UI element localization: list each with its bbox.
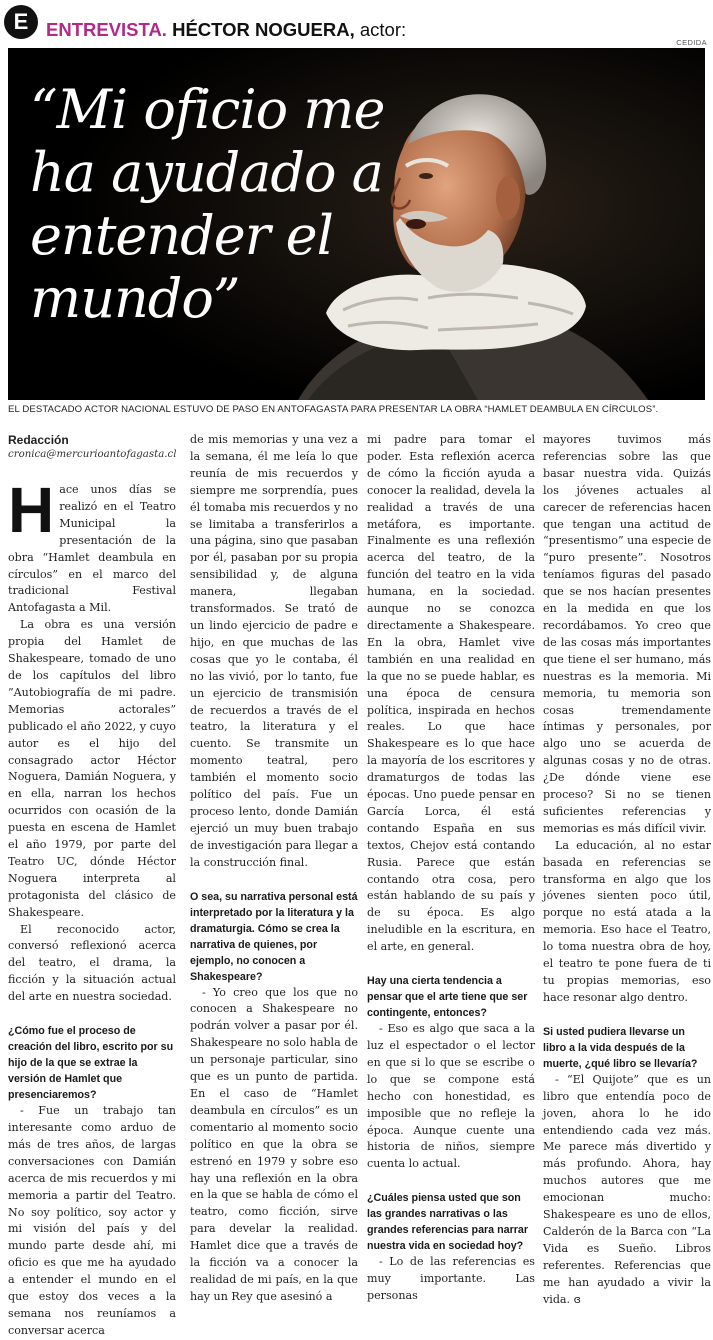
paragraph: El reconocido actor, conversó reflexionó acerca del teatro, el drama, la ficción y la situación actual del arte en nuestra sociedad. [8,922,176,1004]
question-4: ¿Cuáles piensa usted que son las grandes narrativas o las grandes referencias para narrar nuestra vida en sociedad hoy? [367,1192,528,1253]
drop-cap: H [8,474,55,546]
answer-5 [543,1072,711,1309]
section-badge: E [4,5,38,39]
question-3: Hay una cierta tendencia a pensar que el arte tiene que ser contingente, entonces? [367,975,528,1020]
column-3 [367,432,535,1305]
interviewee-role: actor: [354,19,407,40]
answer-4b: La educación, al no estar basada en referencias se transforma en algo que los jóvenes sienten poco útil, porque no está atada a la memoria. Eso hace el Teatro, lo toma nuestra obra de hoy, el teatro te pone fuera de ti tu propias memorias, eso hace resonar algo dentro. [543,838,711,1004]
answer-1-part: de mis memorias y una vez a la semana, él me leía lo que reunía de mis recuerdos y siempre me sorprendía, pues él tomaba mis recuerdos y no se limitaba a transferirlos a una página, sino que pasaban por él, pasaban por su propia sensibilidad y, de alguna manera, llegaban transformados. Se trató de un lindo ejercicio de padre e hijo, en que muchas de las cosas que yo le contaba, él no las vivió, por lo tanto, fue un ejercicio de transmisión de recuerdos a través de el teatro, la literatura y el cuento. Se transmite un momento teatral, pero también el momento socio político del país. Fue un proceso lento, donde Damián ejerció un muy buen trabajo de investigación para llegar a la construcción final. [190,433,358,869]
column-1 [8,432,176,1340]
byline-author: Redacción [8,433,69,447]
lead-text: ace unos días se realizó en el Teatro Municipal la presentación de la obra “Hamlet deambula en círculos” en el marco del tradicional Festival Antofagasta a Mil. [8,483,176,615]
lead-paragraph [8,474,176,617]
answer-4-part: - Lo de las referencias es muy importante. Las personas [367,1255,535,1303]
header [0,0,713,46]
question-1: ¿Cómo fue el proceso de creación del libro, escrito por su hijo de la que se extrae la versión de Hamlet que presenciaremos? [8,1025,174,1102]
answer-2-part: mi padre para tomar el poder. Esta reflexión acerca de cómo la ficción ayuda a conocer la realidad, devela la realidad a través de una metáfora, es importante. Finalmente es una reflexión acerca del teatro, de la función del teatro en la vida humana, en la sociedad. aunque no se conozca directamente a Shakespeare. En la obra, Hamlet vive también en una realidad en la que no se puede hablar, es una época de censura política, inspirada en hechos reales. Lo que hace Shakespeare es lo que hace la mayoría de los escritores y dramaturgos de todas las épocas. Uno puede pensar en García Lorca, él está contando España en sus textos, Chejov está contando Rusia. Parece que están contando otra cosa, pero están hablando de su país y de su época. Es algo ineludible en la escritura, en el arte, en general. [367,433,535,954]
interviewee-name: HÉCTOR NOGUERA, [172,19,355,40]
column-2 [190,432,358,1306]
answer-2-part: - Yo creo que los que no conocen a Shakespeare no podrán volver a pasar por él. Shakespeare no solo habla de un personaje particular, sino que es un punto de partida. En el caso de “Hamlet deambula en círculos” es un comentario al momento socio político en que la obra se estrenó en 1979 y sobre eso hay una reflexión en la obra en la que se habla de cómo el teatro, como ficción, sirve para develar la realidad. Hamlet dice que a través de la ficción va a conocer la realidad de mi país, en la que hay un Rey que asesinó a [190,985,358,1303]
photo-credit: CEDIDA [676,38,707,47]
column-4 [543,432,711,1309]
header-title [46,20,406,40]
headline-quote: “Mi oficio me ha ayudado a entender el mundo” [30,78,385,330]
kicker: ENTREVISTA. [46,19,167,40]
answer-5-text: - “El Quijote” que es un libro que entendía poco de joven, ahora lo he ido entendiendo cada vez más. Me parece más divertido y más profundo. Ahora, hay muchos autores que me emocionan mucho: Shakespeare es uno de ellos, Calderón de la Barca con “La Vida es Sueño. Libros referentes. Referencias que me han ayudado a vivir la vida. [543,1072,711,1306]
question-2: O sea, su narrativa personal está interpretado por la literatura y la dramaturgia. Cómo se crea la narrativa de quienes, por ejemplo, no conocen a Shakespeare? [190,890,358,983]
end-mark-icon: ɞ [573,1292,581,1306]
paragraph: La obra es una versión propia del Hamlet de Shakespeare, tomado de uno de los capítulos del libro ”Autobiografía de mi padre. Memorias actorales” publicado el año 2022, y cuyo autor es el hijo del consagrado actor Héctor Noguera, Damián Noguera, y en ella, narran los hechos ocurridos con ocasión de la puesta en escena de Hamlet el año 1979, por parte del Teatro UC, dónde Héctor Noguera interpreta al protagonista del clásico de Shakespeare. [8,618,176,919]
answer-4-part: mayores tuvimos más referencias sobre las que basar nuestra vida. Quizás los jóvenes actuales al carecer de referencias hacen que tengan una actitud de “presentismo” una especie de “puro presente”. Nosotros teníamos figuras del pasado que se nos hacían presentes en la medida en que los recordábamos. Yo creo que de las cosas más importantes que tiene el ser humano, más nuestras es la memoria. Mi memoria, tu memoria son cosas tremendamente íntimas y personales, por algo uno se acuerda de algunas cosas y no de otras. ¿De dónde viene ese proceso? Si no se tienen suficientes referencias y memorias es más difícil vivir. [543,433,712,835]
byline-email: cronica@mercurioantofagasta.cl [8,449,177,460]
hero-photo [8,48,705,400]
answer-3: - Eso es algo que saca a la luz el espectador o el lector en que si lo que se escribe o lo que se compone está hecho con honestidad, es imposible que no refleje la época. Aunque cuente una historia de niños, siempre cuenta lo actual. [367,1022,535,1171]
question-5: Si usted pudiera llevarse un libro a la vida después de la muerte, ¿qué libro se llevaría? [543,1025,698,1070]
photo-caption: EL DESTACADO ACTOR NACIONAL ESTUVO DE PASO EN ANTOFAGASTA PARA PRESENTAR LA OBRA “HAMLET DEAMBULA EN CÍRCULOS”. [8,404,659,415]
answer-1-part: - Fue un trabajo tan interesante como arduo de más de tres años, de largas conversaciones con Damián acerca de mis recuerdos y mi memoria a partir del Teatro. No soy político, soy actor y mi visión del país y del mundo parte desde ahí, mi oficio es que me ha ayudado a entender el mundo en el que estoy dos veces a la semana nos reuníamos a conversar acerca [8,1104,176,1337]
